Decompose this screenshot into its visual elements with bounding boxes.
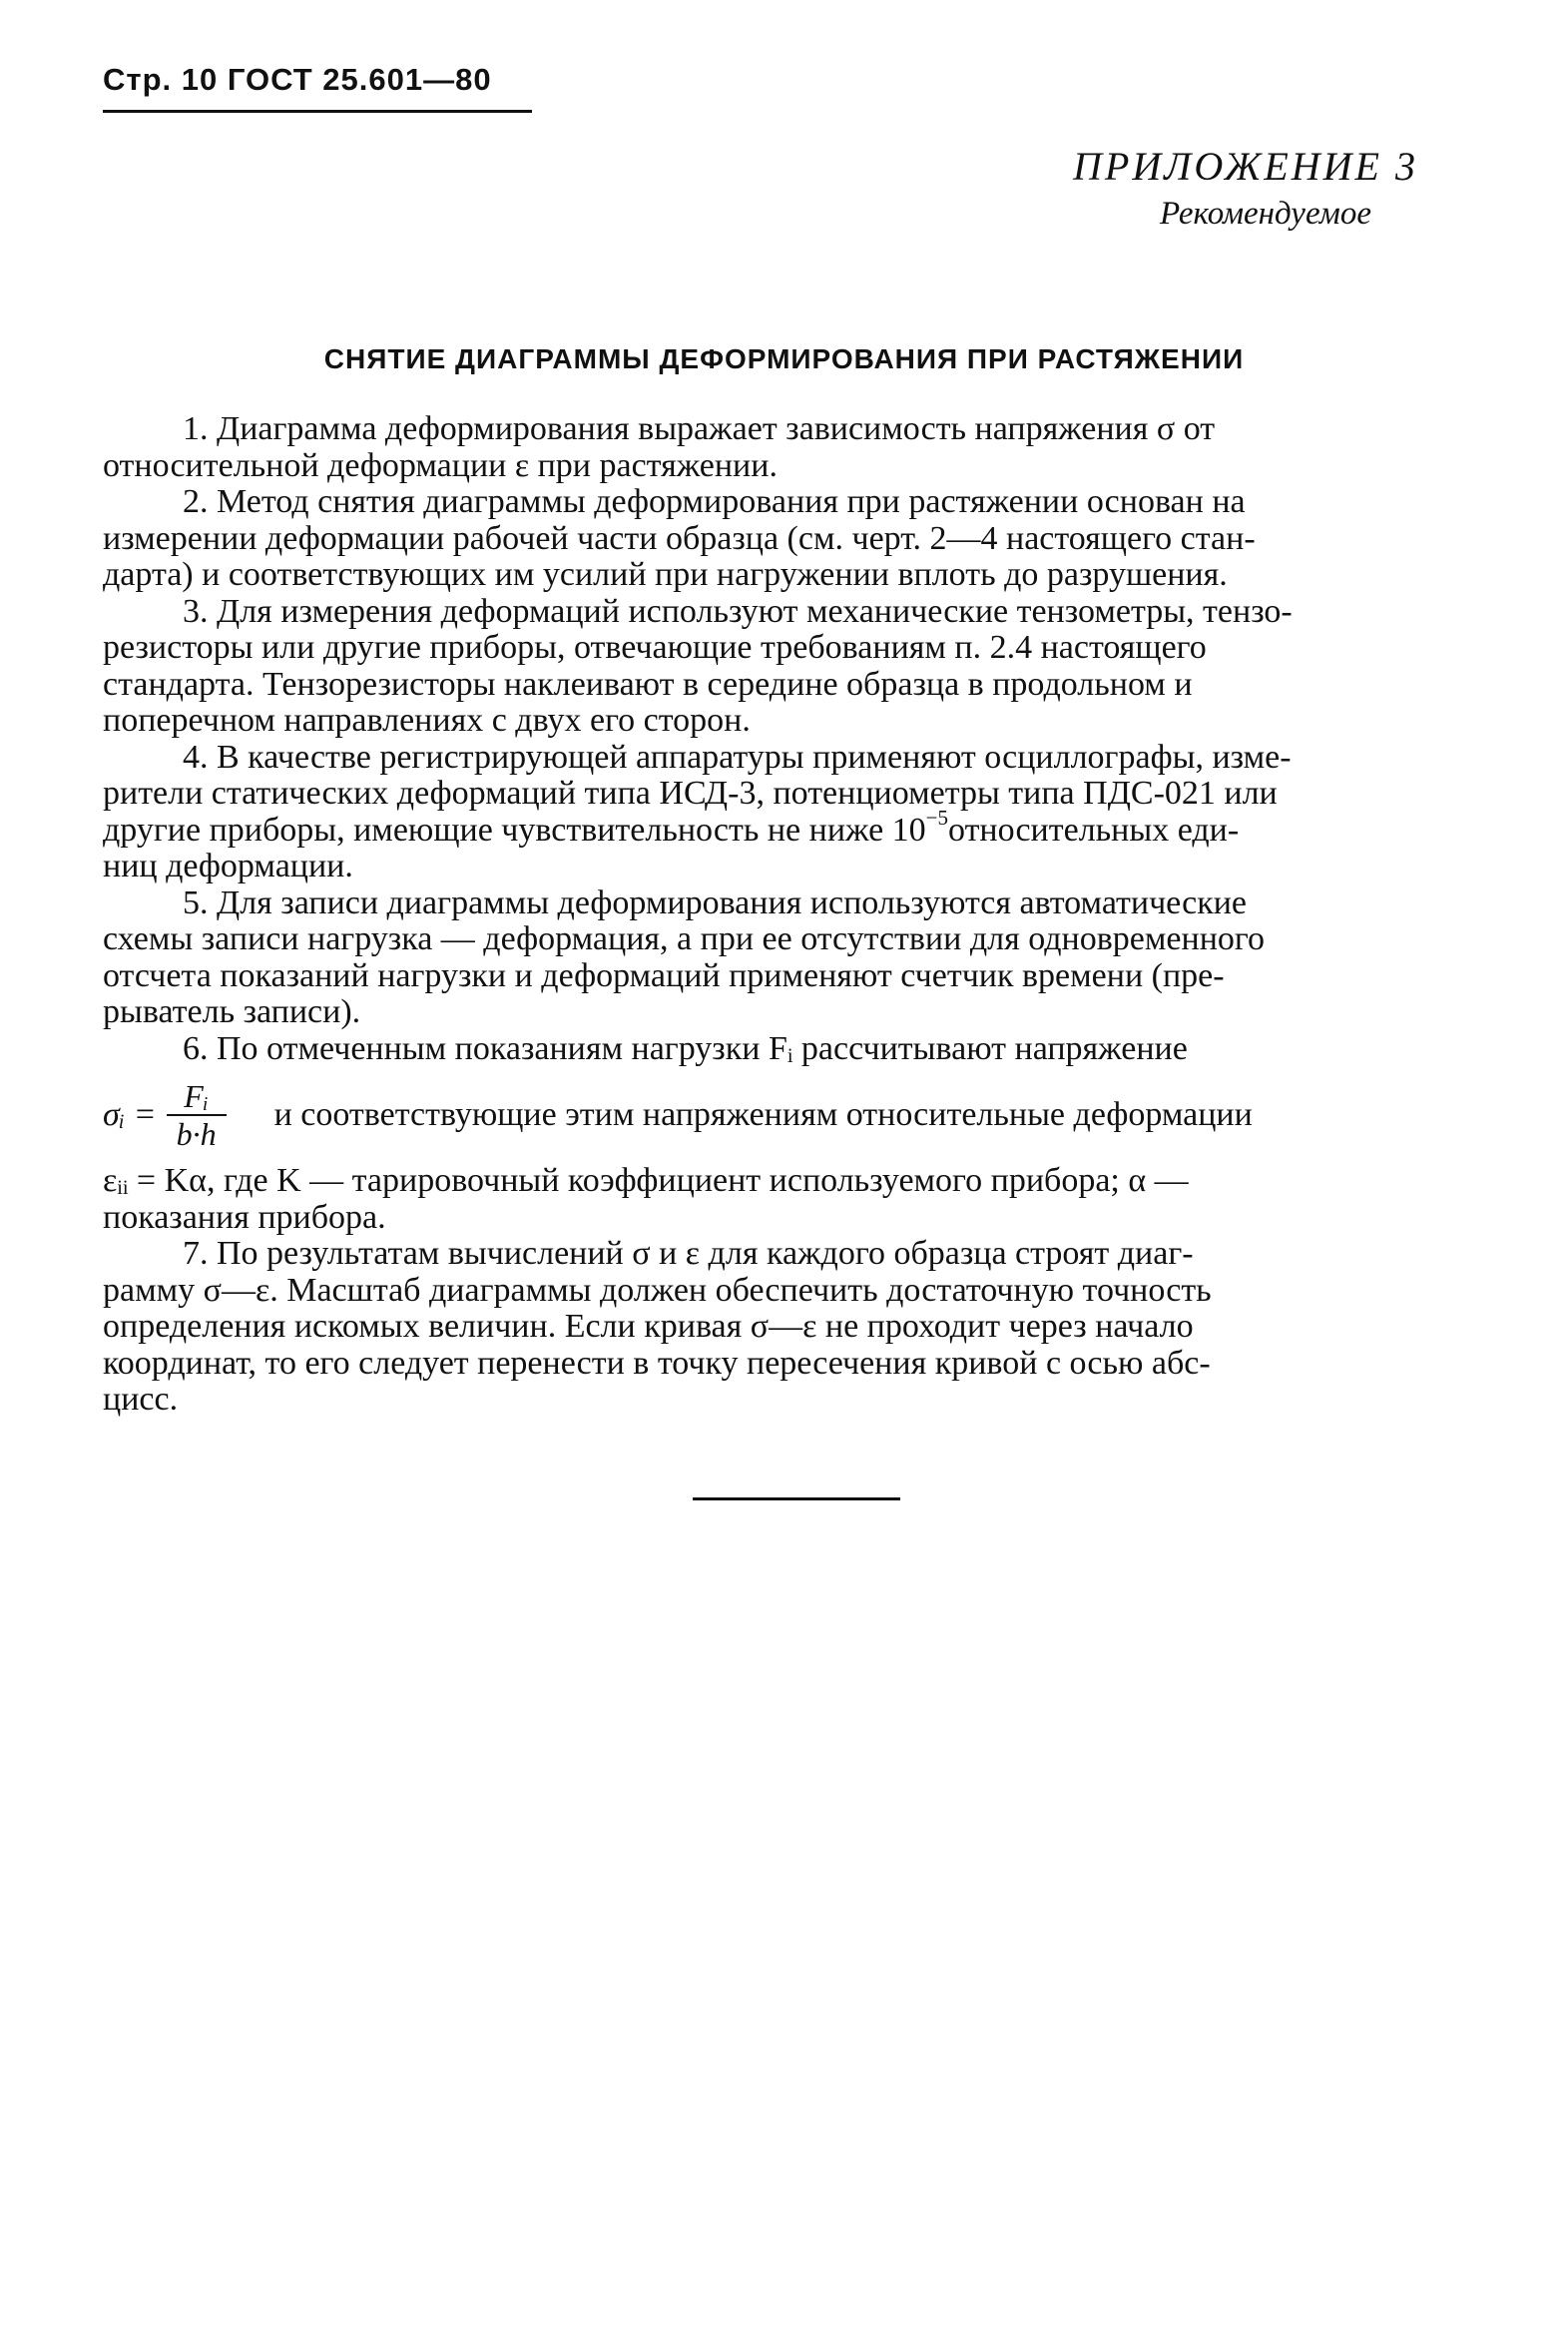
- text-line: показания прибора.: [103, 1198, 386, 1236]
- page-header-label: Стр. 10 ГОСТ 25.601—80: [103, 62, 492, 97]
- text-line: стандарта. Тензорезисторы наклеивают в середине образца в продольном и: [103, 665, 1193, 703]
- text-line-with-exponent: [103, 805, 1478, 850]
- text-line: ниц деформации.: [103, 848, 353, 884]
- text-line: рители статических деформаций типа ИСД-3, потенциометры типа ПДС-021 или: [103, 775, 1278, 812]
- text-line: цисс.: [103, 1381, 179, 1418]
- page-header: [103, 62, 492, 98]
- body-text: [103, 411, 1478, 1419]
- formula-fraction: [167, 1078, 227, 1152]
- text-line: поперечном направлениях с двух его сторон.: [103, 702, 751, 739]
- text-line: схемы записи нагрузка — деформация, а при ее отсутствии для одновременного: [103, 920, 1265, 957]
- text-line: относительной деформации ε при растяжении.: [103, 446, 778, 484]
- section-title: СНЯТИЕ ДИАГРАММЫ ДЕФОРМИРОВАНИЯ ПРИ РАСТЯЖЕНИИ: [323, 343, 1245, 374]
- text-line: 2. Метод снятия диаграммы деформирования при растяжении основан на: [183, 483, 1246, 520]
- stress-formula: [103, 1067, 1478, 1163]
- text-line: 5. Для записи диаграммы деформирования используются автоматические: [183, 883, 1248, 921]
- text-line: рамму σ—ε. Масштаб диаграммы должен обеспечить достаточную точность: [103, 1271, 1212, 1309]
- text-line: измерении деформации рабочей части образца (см. черт. 2—4 настоящего стан-: [103, 519, 1256, 557]
- appendix-subtitle: Рекомендуемое: [1159, 196, 1371, 232]
- text-segment: другие приборы, имеющие чувствительность не ниже 10: [103, 811, 926, 849]
- fraction-denominator: b·h: [167, 1114, 227, 1152]
- text-line: 1. Диаграмма деформирования выражает зависимость напряжения σ от: [183, 410, 1216, 447]
- text-line: 4. В качестве регистрирующей аппаратуры применяют осциллографы, изме-: [183, 738, 1292, 776]
- text-line: рыватель записи).: [103, 993, 361, 1030]
- text-line: дарта) и соответствующих им усилий при нагружении вплоть до разрушения.: [103, 556, 1228, 593]
- text-line: εᵢᵢ = Kα, где K — тарировочный коэффициент используемого прибора; α —: [103, 1162, 1189, 1199]
- text-line: 7. По результатам вычислений σ и ε для каждого образца строят диаг-: [183, 1235, 1194, 1272]
- text-segment: относительных еди-: [948, 811, 1240, 849]
- end-rule: [693, 1497, 900, 1500]
- exponent: −5: [925, 805, 949, 830]
- formula-trailing-text: и соответствующие этим напряжениям относительные деформации: [273, 1095, 1253, 1133]
- fraction-numerator: Fᵢ: [184, 1078, 209, 1114]
- header-rule: [103, 110, 532, 113]
- text-line: 6. По отмеченным показаниям нагрузки Fᵢ рассчитывают напряжение: [183, 1029, 1188, 1067]
- formula-lhs: σᵢ =: [103, 1095, 157, 1133]
- text-line: резисторы или другие приборы, отвечающие требованиям п. 2.4 настоящего: [103, 629, 1207, 666]
- text-line: определения искомых величин. Если кривая σ—ε не проходит через начало: [103, 1308, 1194, 1345]
- text-line: 3. Для измерения деформаций используют механические тензометры, тензо-: [183, 592, 1293, 630]
- text-line: координат, то его следует перенести в точку пересечения кривой с осью абс-: [103, 1344, 1211, 1382]
- text-line: отсчета показаний нагрузки и деформаций применяют счетчик времени (пре-: [103, 956, 1225, 994]
- appendix-block: [1073, 143, 1418, 233]
- appendix-title: ПРИЛОЖЕНИЕ 3: [1073, 144, 1418, 189]
